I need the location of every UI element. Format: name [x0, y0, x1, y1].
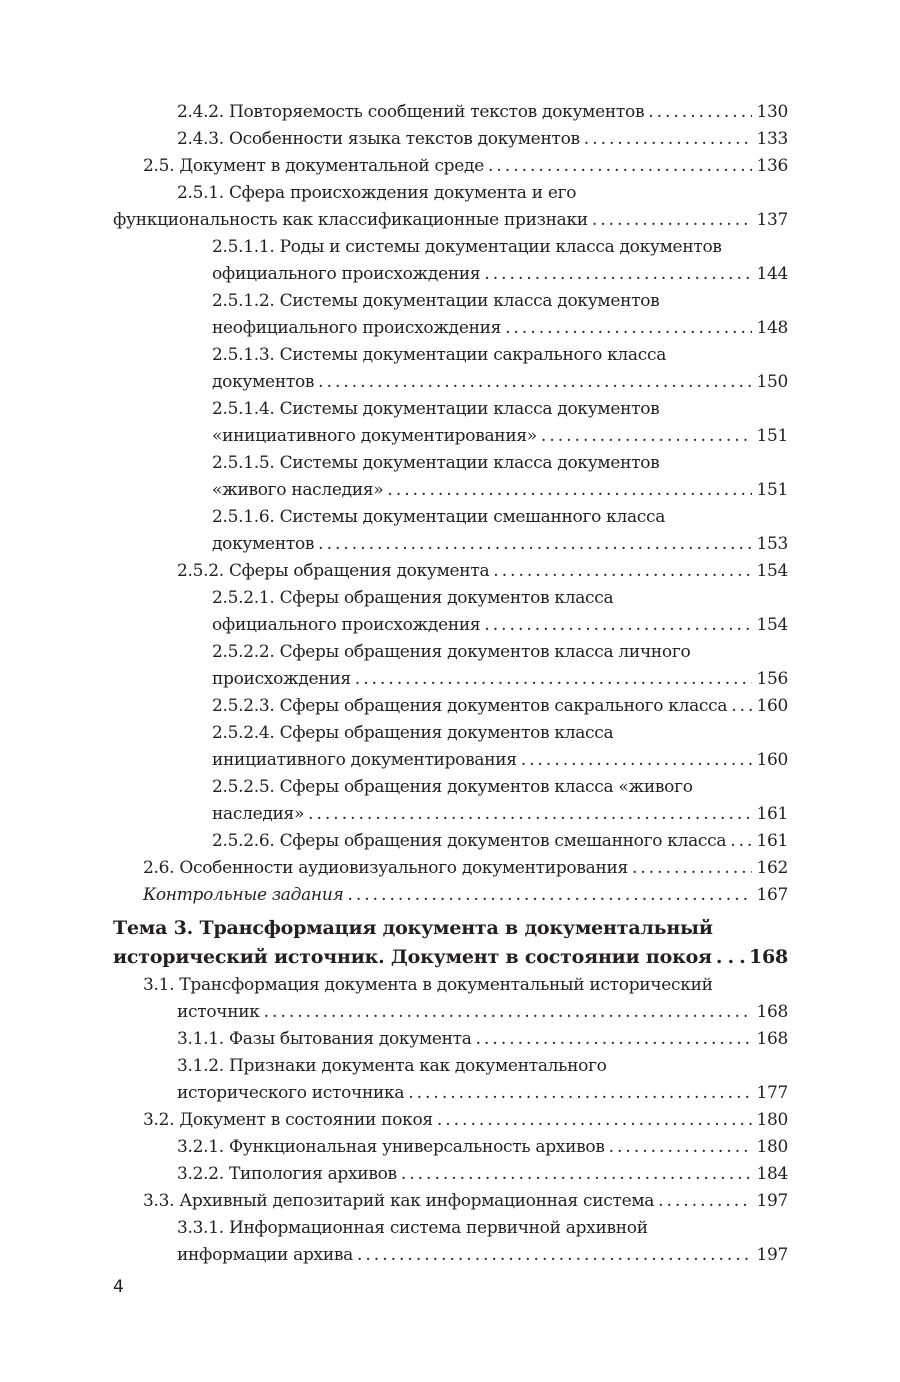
toc-entry-page: 160 [756, 750, 788, 770]
toc-entry-title: 3.2. Документ в состоянии покоя [143, 1110, 433, 1130]
dot-leader [437, 1107, 753, 1134]
toc-entry-title: 2.6. Особенности аудиовизуального документирования [143, 858, 628, 878]
toc-entry-title: «живого наследия» [212, 480, 384, 500]
dot-leader [318, 531, 752, 558]
toc-entry-title-line: 2.5.1.3. Системы документации сакрального класса [212, 345, 667, 365]
dot-leader [401, 1161, 753, 1188]
toc-entry-title-line: 3.3.1. Информационная система первичной архивной [177, 1218, 648, 1238]
dot-leader [318, 369, 752, 396]
toc-entry [113, 882, 788, 909]
toc-entry-page: 177 [756, 1083, 788, 1103]
table-of-contents [113, 99, 788, 1269]
toc-entry-title-line: 2.5.2.1. Сферы обращения документов класса [212, 588, 614, 608]
toc-entry-title: 3.1.1. Фазы бытования документа [177, 1029, 472, 1049]
toc-entry-title: 3.2.1. Функциональная универсальность архивов [177, 1137, 605, 1157]
dot-leader [347, 882, 752, 909]
toc-entry-page: 168 [756, 1002, 788, 1022]
dot-leader [592, 207, 753, 234]
toc-entry-title: происхождения [212, 669, 351, 689]
toc-entry-title: 2.5.2. Сферы обращения документа [177, 561, 490, 581]
toc-entry [113, 504, 788, 558]
dot-leader [488, 153, 752, 180]
toc-entry [113, 1107, 788, 1134]
toc-entry-page: 144 [756, 264, 788, 284]
dot-leader [658, 1188, 752, 1215]
toc-entry-title: официального происхождения [212, 264, 481, 284]
toc-entry [113, 774, 788, 828]
toc-entry [113, 342, 788, 396]
toc-entry-page: 153 [756, 534, 788, 554]
toc-entry-title: официального происхождения [212, 615, 481, 635]
toc-entry [113, 1161, 788, 1188]
toc-entry-title: 2.4.3. Особенности языка текстов документов [177, 129, 580, 149]
toc-entry-title-line: 2.5.2.4. Сферы обращения документов класса [212, 723, 614, 743]
toc-entry-title: исторический источник. Документ в состоянии покоя [113, 946, 712, 968]
toc-chapter-heading [113, 914, 788, 972]
toc-entry [113, 720, 788, 774]
toc-entry-page: 151 [756, 480, 788, 500]
toc-entry-title-line: 3.1. Трансформация документа в документальный исторический [143, 975, 713, 995]
toc-entry-page: 154 [756, 615, 788, 635]
toc-entry-title-line: 2.5.1.5. Системы документации класса документов [212, 453, 660, 473]
toc-entry-title: 2.5. Документ в документальной среде [143, 156, 484, 176]
dot-leader [716, 943, 745, 972]
toc-entry-title: исторического источника [177, 1083, 405, 1103]
dot-leader [730, 828, 752, 855]
dot-leader [264, 999, 753, 1026]
toc-entry-page: 180 [756, 1137, 788, 1157]
toc-entry-page: 137 [756, 210, 788, 230]
toc-entry [113, 234, 788, 288]
dot-leader [476, 1026, 753, 1053]
toc-entry-title: информации архива [177, 1245, 353, 1265]
dot-leader [521, 747, 753, 774]
dot-leader [408, 1080, 752, 1107]
dot-leader [609, 1134, 753, 1161]
toc-entry-title: документов [212, 372, 315, 392]
dot-leader [632, 855, 753, 882]
toc-entry-title: неофициального происхождения [212, 318, 502, 338]
toc-entry [113, 288, 788, 342]
toc-entry-title: 2.4.2. Повторяемость сообщений текстов документов [177, 102, 645, 122]
toc-entry [113, 828, 788, 855]
toc-entry [113, 396, 788, 450]
toc-entry [113, 126, 788, 153]
toc-entry [113, 585, 788, 639]
dot-leader [355, 666, 753, 693]
toc-entry [113, 855, 788, 882]
toc-entry-title-line: 2.5.1.6. Системы документации смешанного класса [212, 507, 666, 527]
dot-leader [584, 126, 753, 153]
toc-entry [113, 180, 788, 234]
toc-entry [113, 450, 788, 504]
dot-leader [308, 801, 752, 828]
toc-entry-page: 167 [756, 885, 788, 905]
toc-entry-page: 161 [756, 831, 788, 851]
toc-entry-page: 151 [756, 426, 788, 446]
toc-entry-page: 180 [756, 1110, 788, 1130]
dot-leader [648, 99, 752, 126]
toc-entry-page: 197 [756, 1245, 788, 1265]
toc-entry [113, 1215, 788, 1269]
toc-entry-title: инициативного документирования [212, 750, 517, 770]
toc-entry-title: 3.3. Архивный депозитарий как информационная система [143, 1191, 655, 1211]
toc-entry [113, 639, 788, 693]
dot-leader [387, 477, 752, 504]
toc-entry-page: 133 [756, 129, 788, 149]
toc-entry [113, 153, 788, 180]
toc-entry-title: функциональность как классификационные признаки [113, 210, 588, 230]
toc-entry [113, 558, 788, 585]
toc-entry [113, 1188, 788, 1215]
toc-entry [113, 1053, 788, 1107]
dot-leader [493, 558, 752, 585]
dot-leader [731, 693, 752, 720]
dot-leader [505, 315, 752, 342]
toc-entry-title: 3.2.2. Типология архивов [177, 1164, 397, 1184]
toc-entry [113, 99, 788, 126]
toc-entry [113, 1134, 788, 1161]
toc-entry [113, 1026, 788, 1053]
toc-entry-page: 136 [756, 156, 788, 176]
toc-entry-page: 130 [756, 102, 788, 122]
toc-entry-title: документов [212, 534, 315, 554]
toc-entry-page: 197 [756, 1191, 788, 1211]
toc-entry-title: Контрольные задания [143, 885, 344, 905]
toc-entry-page: 168 [756, 1029, 788, 1049]
toc-entry-title-line: 2.5.1.2. Системы документации класса документов [212, 291, 660, 311]
dot-leader [484, 261, 752, 288]
toc-entry-page: 184 [756, 1164, 788, 1184]
page-number: 4 [113, 1277, 124, 1297]
toc-entry-title: 2.5.2.6. Сферы обращения документов смешанного класса [212, 831, 727, 851]
toc-entry-title-line: 2.5.1. Сфера происхождения документа и его [177, 183, 577, 203]
toc-entry-title-line: 2.5.1.1. Роды и системы документации класса документов [212, 237, 722, 257]
toc-entry-page: 168 [748, 946, 788, 968]
toc-entry-title-line: 3.1.2. Признаки документа как документального [177, 1056, 607, 1076]
toc-entry-title: источник [177, 1002, 260, 1022]
dot-leader [357, 1242, 752, 1269]
toc-entry-page: 156 [756, 669, 788, 689]
toc-entry-title: «инициативного документирования» [212, 426, 537, 446]
toc-entry-title-line: 2.5.2.2. Сферы обращения документов класса личного [212, 642, 691, 662]
toc-entry-page: 154 [756, 561, 788, 581]
toc-entry-title-line: Тема 3. Трансформация документа в документальный [113, 917, 713, 939]
toc-entry-title: 2.5.2.3. Сферы обращения документов сакрального класса [212, 696, 728, 716]
toc-entry-page: 162 [756, 858, 788, 878]
dot-leader [541, 423, 753, 450]
toc-entry-page: 161 [756, 804, 788, 824]
toc-entry-title-line: 2.5.1.4. Системы документации класса документов [212, 399, 660, 419]
toc-entry-title-line: 2.5.2.5. Сферы обращения документов класса «живого [212, 777, 693, 797]
toc-entry-page: 148 [756, 318, 788, 338]
toc-entry [113, 972, 788, 1026]
toc-entry-title: наследия» [212, 804, 305, 824]
toc-entry-page: 160 [756, 696, 788, 716]
toc-entry [113, 693, 788, 720]
toc-entry-page: 150 [756, 372, 788, 392]
dot-leader [484, 612, 752, 639]
